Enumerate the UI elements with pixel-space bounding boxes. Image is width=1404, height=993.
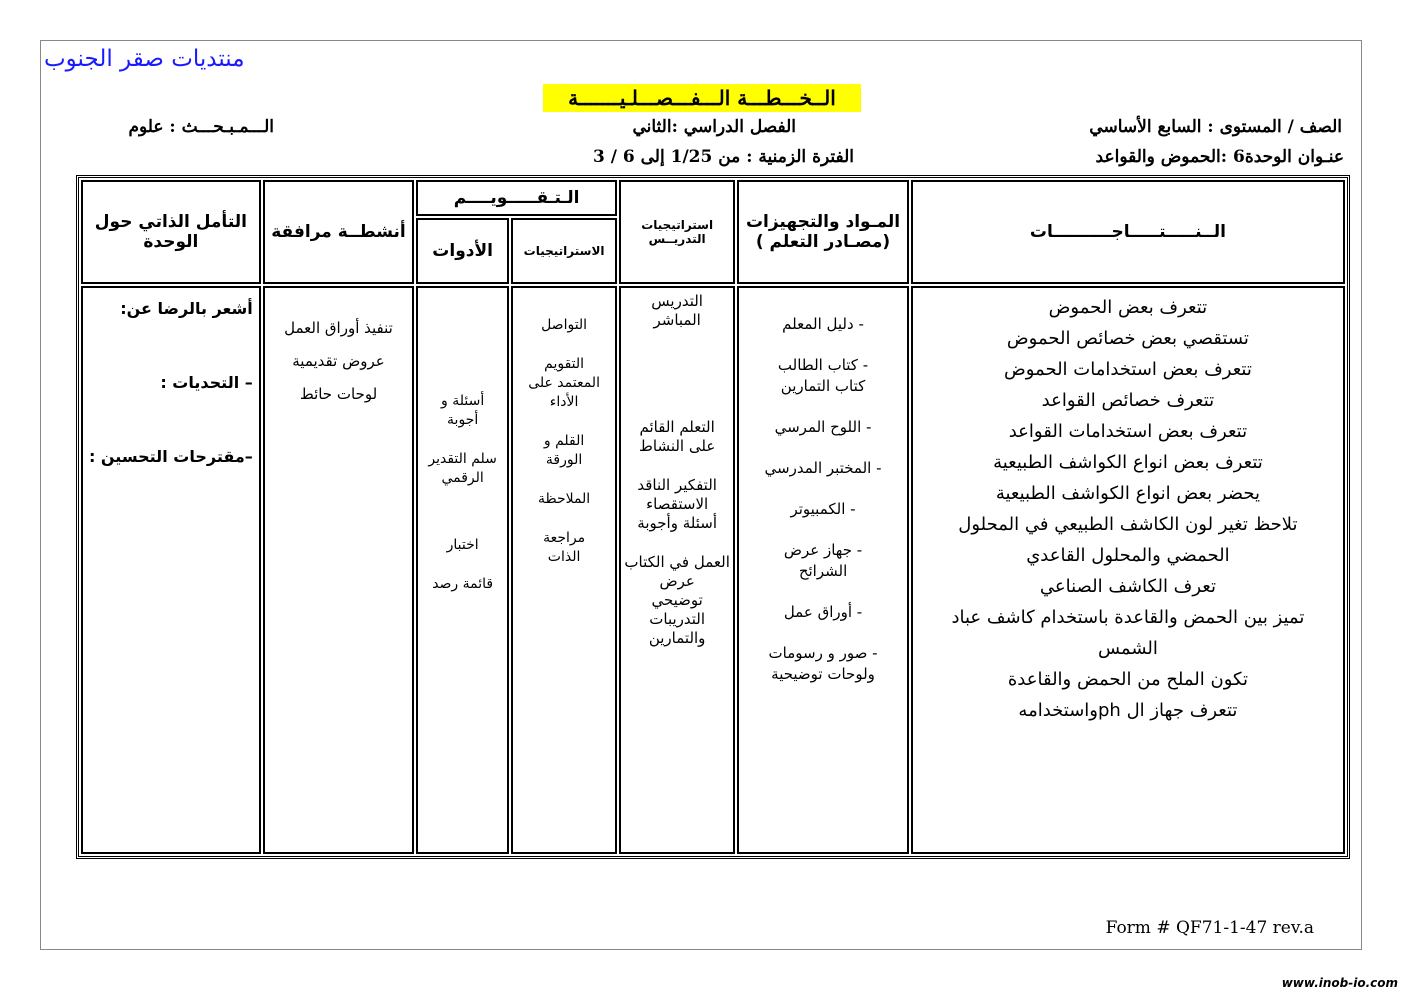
material-item: - دليل المعلم: [782, 315, 864, 333]
outcome-item: تعرف الكاشف الصناعي: [1039, 576, 1216, 597]
eval-strategies-cell: [511, 286, 617, 854]
eval-tool-item: اختبار: [446, 537, 479, 553]
eval-strategy-item: الورقة: [545, 452, 583, 468]
reflection-item: أشعر بالرضا عن:: [120, 299, 253, 318]
material-item: - أوراق عمل: [783, 603, 863, 621]
outcome-item: تستقصي بعض خصائص الحموض: [1006, 328, 1249, 349]
eval-tool-item: سلم التقدير: [428, 451, 497, 467]
outcome-item: تتعرف بعض استخدامات القواعد: [1008, 421, 1248, 442]
activity-item: لوحات حائط: [299, 385, 378, 403]
teaching-item: والتمارين: [648, 629, 706, 647]
teaching-cell: [619, 286, 735, 854]
eval-tool-item: الرقمي: [441, 470, 484, 486]
teaching-item: توضيحي: [651, 591, 703, 609]
col-header-activities: أنشطــة مرافقة: [263, 180, 414, 284]
plan-title: الــخـــطـــة الـــفـــصـــلـيـــــــة: [543, 84, 861, 112]
eval-strategy-item: مراجعة: [543, 530, 586, 546]
teaching-item: التعلم القائم: [639, 418, 715, 436]
material-item: - الكمبيوتر: [790, 500, 856, 518]
outcome-item: تلاحظ تغير لون الكاشف الطبيعي في المحلول: [958, 514, 1298, 535]
eval-tools-cell: [416, 286, 509, 854]
outcome-item: تتعرف جهاز ال phواستخدامه: [1018, 700, 1238, 721]
material-item: الشرائح: [798, 562, 848, 580]
outcome-item: تتعرف بعض انواع الكواشف الطبيعية: [993, 452, 1263, 473]
outcome-item: الحمضي والمحلول القاعدي: [1026, 545, 1230, 566]
reflection-item: –مقترحات التحسين :: [88, 447, 253, 466]
reflection-cell: [81, 286, 261, 854]
plan-table: [76, 175, 1350, 859]
form-code: Form # QF71-1-47 rev.a: [1105, 918, 1314, 938]
col-header-eval-strategies: الاستراتيجيات: [511, 218, 617, 284]
teaching-item: التدريبات: [649, 610, 706, 628]
teaching-item: التفكير الناقد: [637, 476, 717, 494]
header-grade: الصف / المستوى : السابع الأساسي: [1089, 117, 1342, 137]
header-unit: عنـوان الوحدة6 :الحموض والقواعد: [1095, 147, 1344, 167]
outcome-item: تميز بين الحمض والقاعدة باستخدام كاشف عباد: [951, 607, 1305, 628]
header-subject: الـــمـبـحـــث : علوم: [128, 117, 274, 137]
col-header-outcomes: الــنـــــتـــــاجــــــــــات: [911, 180, 1345, 284]
reflection-item: – التحديات :: [160, 373, 253, 392]
outcome-item: تتعرف خصائص القواعد: [1041, 390, 1215, 411]
eval-strategy-item: الملاحظة: [537, 491, 591, 507]
activity-item: عروض تقديمية: [292, 352, 385, 370]
col-header-reflection: التأمل الذاتي حول الوحدة: [81, 180, 261, 284]
eval-strategy-item: الذات: [547, 549, 581, 565]
teaching-item: الاستقصاء: [646, 495, 709, 513]
outcome-item: تتعرف بعض استخدامات الحموض: [1003, 359, 1252, 380]
material-item: كتاب التمارين: [780, 377, 866, 395]
material-item: - اللوح المرسي: [774, 418, 872, 436]
header-semester: الفصل الدراسي :الثاني: [632, 117, 796, 137]
outcome-item: الشمس: [1097, 638, 1158, 659]
eval-strategy-item: التقويم: [544, 356, 585, 372]
material-item: - صور و رسومات: [768, 644, 878, 662]
eval-strategy-item: الأداء: [549, 394, 579, 410]
teaching-item: عرض: [659, 572, 695, 590]
outcomes-cell: [911, 286, 1345, 854]
eval-tool-item: قائمة رصد: [432, 576, 494, 592]
website-link[interactable]: www.inob-io.com: [1281, 976, 1398, 990]
teaching-item: المباشر: [653, 311, 701, 329]
teaching-item: أسئلة وأجوبة: [637, 514, 717, 532]
material-item: ولوحات توضيحية: [771, 665, 875, 683]
eval-strategy-item: المعتمد على: [528, 375, 600, 391]
forum-name: منتديات صقر الجنوب: [44, 46, 245, 72]
eval-tool-item: أسئلة و: [441, 393, 485, 409]
outcome-item: يحضر بعض انواع الكواشف الطبيعية: [995, 483, 1261, 504]
eval-tool-item: أجوبة: [447, 412, 479, 428]
col-header-teaching: استراتيجيات التدريــس: [619, 180, 735, 284]
material-item: - جهاز عرض: [783, 541, 863, 559]
col-header-materials: المـواد والتجهيزات (مصـادر التعلم ): [737, 180, 909, 284]
teaching-item: التدريس: [651, 292, 703, 310]
material-item: - المختبر المدرسي: [764, 459, 882, 477]
teaching-item: على النشاط: [639, 437, 716, 455]
activities-cell: [263, 286, 414, 854]
materials-cell: [737, 286, 909, 854]
col-header-eval-tools: الأدوات: [416, 218, 509, 284]
activity-item: تنفيذ أوراق العمل: [284, 319, 393, 337]
col-header-evaluation: الـتـقـــــويــــم: [416, 180, 617, 216]
material-item: - كتاب الطالب: [777, 356, 869, 374]
teaching-item: العمل في الكتاب: [624, 553, 730, 571]
outcome-item: تكون الملح من الحمض والقاعدة: [1007, 669, 1248, 690]
outcome-item: تتعرف بعض الحموض: [1048, 297, 1208, 318]
header-period: الفترة الزمنية : من 1/25 إلى 6 / 3: [592, 147, 854, 167]
eval-strategy-item: التواصل: [541, 317, 588, 333]
eval-strategy-item: القلم و: [543, 433, 585, 449]
